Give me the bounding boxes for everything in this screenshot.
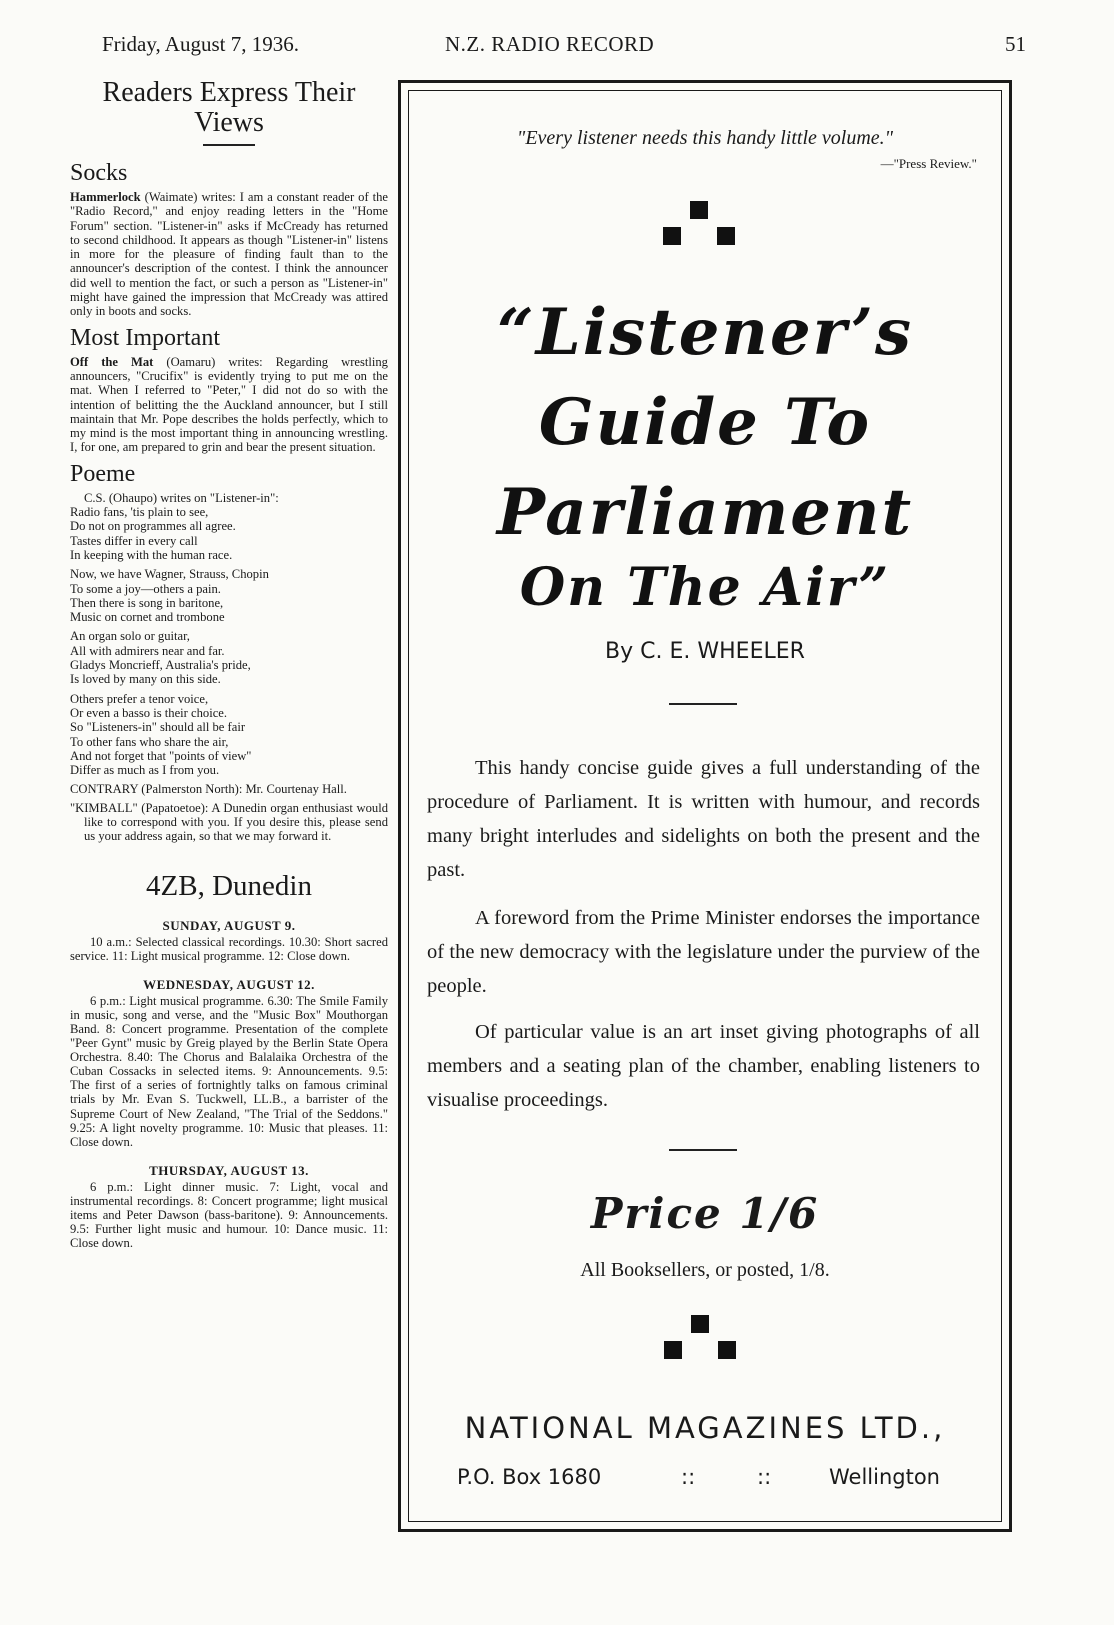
poem-line: Others prefer a tenor voice, [70,691,209,706]
important-heading: Most Important [70,324,220,351]
ad-quote-source: —"Press Review." [880,156,977,171]
editor-reply: CONTRARY (Palmerston North): Mr. Courtenay Hall. [70,782,347,797]
ad-quote: "Every listener needs this handy little volume." [516,127,894,149]
poem-line: Do not on programmes all agree. [70,519,236,534]
book-advertisement [398,80,1012,1532]
separator: :: [681,1465,696,1489]
poem-line: All with admirers near and far. [70,643,225,658]
poem-line: So "Listeners-in" should all be fair [70,720,246,735]
poem-line: And not forget that "points of view" [70,748,252,763]
poem-line: Or even a basso is their choice. [70,705,228,720]
publisher-name: NATIONAL MAGAZINES LTD., [464,1411,946,1445]
program-day: SUNDAY, AUGUST 9. [162,917,296,933]
poem-line: To some a joy—others a pain. [70,581,221,596]
program-text: 6 p.m.: Light dinner music. 7: Light, vocal and instrumental recordings. 8: Concert programme; light musical items and Peter Dawson (bass-baritone). 9: Announcements. 9.5: Further light music and humour. 10: Dance music. 11: Close down. [70,1179,388,1251]
important-author: Off the Mat [70,354,154,369]
po-box: P.O. Box 1680 [457,1465,602,1489]
publication-title: N.Z. RADIO RECORD [445,32,655,56]
book-title-line: Guide To [538,385,872,460]
program-text: 10 a.m.: Selected classical recordings. 10.30: Short sacred service. 11: Light musical programme. 12: Close down. [70,934,388,963]
poem-line: Gladys Moncrieff, Australia's pride, [70,658,251,673]
poem-line: Differ as much as I from you. [70,763,220,778]
poem-line: Now, we have Wagner, Strauss, Chopin [70,567,269,582]
book-title-line: “Listener’s [496,295,914,370]
program-day: THURSDAY, AUGUST 13. [149,1162,309,1178]
important-text: (Oamaru) writes: Regarding wrestling announcers, "Crucifix" is evidently trying to put me on the mat. When I referred to "Peter," I did not do so with the intention of belitting the the Auckland announcer, but I still maintain that Mr. Pope describes the holds perfectly, which to my mind is the most important thing in announcing wrestling. I, for one, am prepared to grin and bear the present situation. [70,354,388,455]
separator: :: [757,1465,772,1489]
important-letter [70,355,388,455]
divider [669,703,737,705]
square-ornament-icon [663,201,735,259]
poeme-heading: Poeme [70,460,136,487]
poem-line: Music on cornet and trombone [70,610,225,625]
program-day: WEDNESDAY, AUGUST 12. [143,976,315,992]
poem-line: In keeping with the human race. [70,547,233,562]
book-title-line: Parliament [496,475,914,550]
station-title: 4ZB, Dunedin [146,869,312,902]
poem-stanza [70,629,388,686]
book-author: By C. E. WHEELER [605,639,805,664]
ad-paragraph: Of particular value is an art inset giving photographs of all members and a seating plan of the chamber, enabling listeners to visualise proceedings. [427,1021,980,1111]
socks-heading: Socks [70,160,128,186]
socks-letter [70,190,388,319]
page-header [0,32,1114,62]
socks-author: Hammerlock [70,190,141,204]
socks-text: (Waimate) writes: I am a constant reader of the "Radio Record," and enjoy reading letters in the "Home Forum" section. "Listener-in" asks if McCready has returned to second childhood. It appears as though "Listener-in" listens in more for the pleasure of finding fault than to the announcer's description of the contest. I think the announcer did well to mention the fact, or such a person as "Listener-in" might have gained the impression that McCready was attired only in boots and socks. [70,190,388,319]
issue-date: Friday, August 7, 1936. [102,32,299,56]
editor-reply: "KIMBALL" (Papatoetoe): A Dunedin organ enthusiast would like to correspond with you. If you desire this, please send us your address again, so that we may forward it. [70,800,388,844]
page-number: 51 [1005,32,1026,56]
book-title-line: On The Air” [519,557,891,618]
poem-line: Then there is song in baritone, [70,595,224,610]
ad-paragraph: This handy concise guide gives a full understanding of the procedure of Parliament. It is written with humour, and records many bright interludes and sidelights on both the present and the past. [427,757,980,881]
square-ornament-icon [664,1315,736,1373]
program-text: 6 p.m.: Light musical programme. 6.30: The Smile Family in music, song and verse, and the "Music Box" Mouthorgan Band. 8: Concert programme. Presentation of the complete "Peer Gynt" music by Greig played by the Berlin State Opera Orchestra. 8.40: The Chorus and Balalaika Orchestra of the Cuban Cossacks in selected items. 9: Announcements. 9.5: The first of a series of fortnightly talks on famous criminal trials by Mr. Evan S. Tuckwell, LL.B., a barrister of the Supreme Court of New Zealand, "The Trial of the Seddons." 9.25: A light novelty programme. 10: Music that pleases. 11: Close down. [70,993,388,1149]
book-price: Price 1/6 [590,1189,820,1238]
letters-column [70,78,388,1250]
poem-line: An organ solo or guitar, [70,629,190,644]
city: Wellington [829,1465,940,1489]
divider [669,1149,737,1151]
poem-line: Radio fans, 'tis plain to see, [70,505,209,520]
title-divider [203,144,255,146]
poeme-intro: C.S. (Ohaupo) writes on "Listener-in": [84,490,279,505]
poem-stanza [70,567,388,624]
ad-paragraph: A foreword from the Prime Minister endorses the importance of the new democracy with the legislature under the purview of the people. [427,907,980,997]
poem-stanza [70,692,388,778]
poem-line: Tastes differ in every call [70,533,198,548]
poem-line: To other fans who share the air, [70,734,229,749]
poem-stanza [70,505,388,562]
letters-title: Readers Express Their Views [102,77,356,138]
poem-line: Is loved by many on this side. [70,672,221,687]
availability: All Booksellers, or posted, 1/8. [580,1259,830,1281]
